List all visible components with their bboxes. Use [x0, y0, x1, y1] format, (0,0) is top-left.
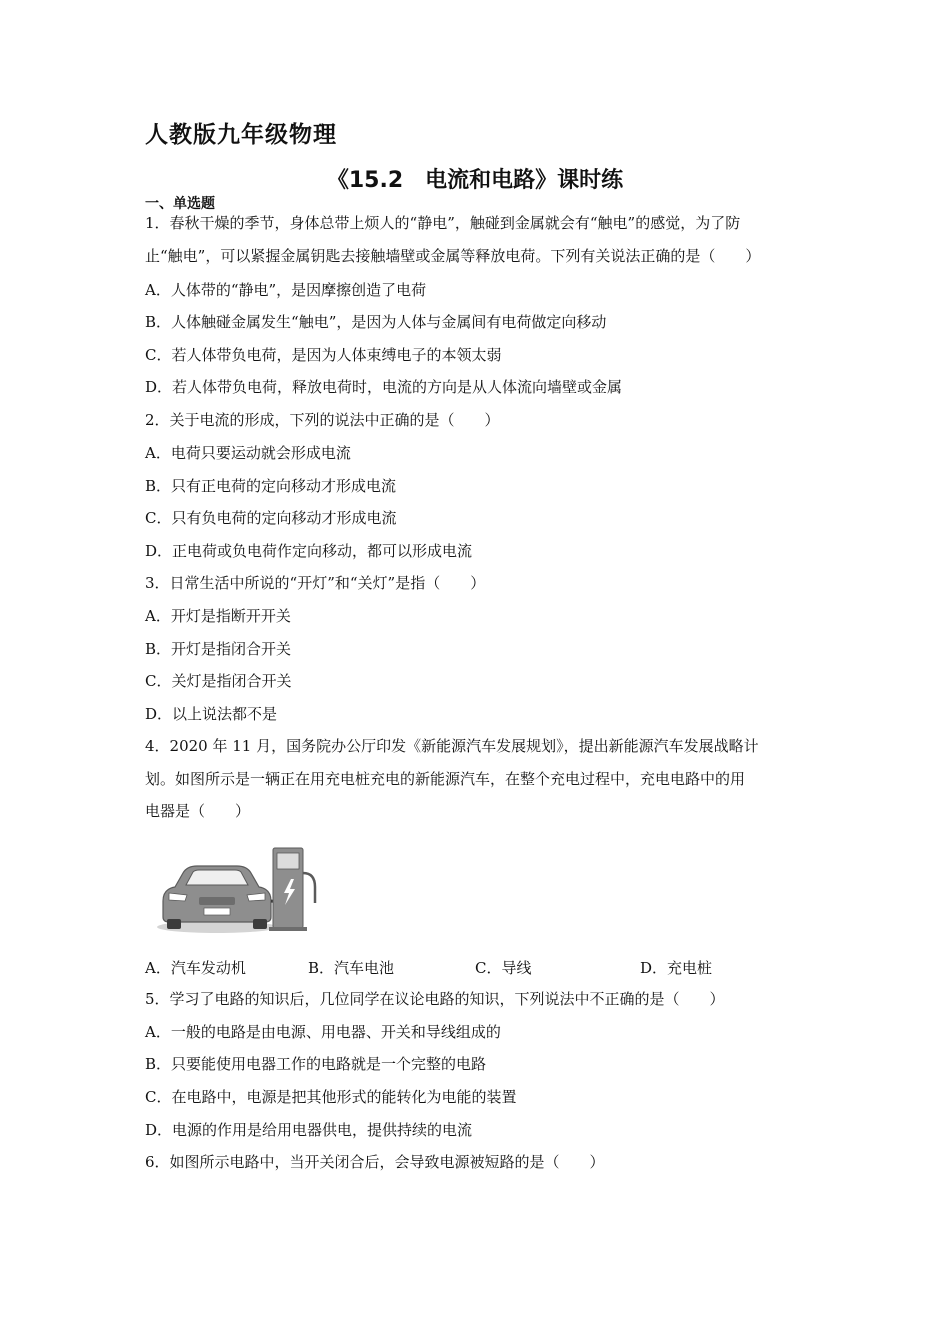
question-4-options: [145, 957, 805, 977]
question-4-option-a: A．汽车发动机: [145, 959, 246, 977]
electric-car-charging-illustration: [155, 843, 330, 935]
question-1-text-line-1: 1．春秋干燥的季节，身体总带上烦人的“静电”，触碰到金属就会有“触电”的感觉，为了防: [145, 214, 741, 232]
question-1-option-a: A．人体带的“静电”，是因摩擦创造了电荷: [145, 281, 427, 299]
question-2-option-b: B．只有正电荷的定向移动才形成电流: [145, 477, 397, 495]
charging-station-holster: [303, 873, 315, 903]
question-3-option-a: A．开灯是指断开开关: [145, 607, 291, 625]
charging-station-screen: [277, 853, 299, 869]
car-grille: [199, 897, 235, 905]
question-3-option-c: C．关灯是指闭合开关: [145, 672, 292, 690]
question-3-option-b: B．开灯是指闭合开关: [145, 640, 292, 658]
question-1-text-line-2: 止“触电”，可以紧握金属钥匙去接触墙壁或金属等释放电荷。下列有关说法正确的是（ ）: [145, 247, 761, 265]
question-4-option-b: B．汽车电池: [308, 959, 395, 977]
question-1-option-c: C．若人体带负电荷，是因为人体束缚电子的本领太弱: [145, 346, 502, 364]
question-4-text-line-1: 4．2020 年 11 月，国务院办公厅印发《新能源汽车发展规划》，提出新能源汽车发展战略计: [145, 737, 759, 755]
question-5-text: 5．学习了电路的知识后，几位同学在议论电路的知识，下列说法中不正确的是（ ）: [145, 990, 725, 1008]
car-right-wheel: [253, 919, 267, 929]
question-5-option-b: B．只要能使用电器工作的电路就是一个完整的电路: [145, 1055, 487, 1073]
question-1-option-d: D．若人体带负电荷，释放电荷时，电流的方向是从人体流向墙壁或金属: [145, 378, 623, 396]
question-5-option-c: C．在电路中，电源是把其他形式的能转化为电能的装置: [145, 1088, 517, 1106]
question-3-text: 3．日常生活中所说的“开灯”和“关灯”是指（ ）: [145, 574, 486, 592]
question-5-option-a: A．一般的电路是由电源、用电器、开关和导线组成的: [145, 1023, 501, 1041]
question-2-text: 2．关于电流的形成，下列的说法中正确的是（ ）: [145, 411, 500, 429]
lesson-title: 《15.2 电流和电路》课时练: [326, 168, 624, 193]
question-4-text-line-3: 电器是（ ）: [145, 802, 251, 820]
car-license-plate: [204, 908, 230, 915]
document-title: 人教版九年级物理: [145, 122, 337, 148]
question-5-option-d: D．电源的作用是给用电器供电，提供持续的电流: [145, 1121, 473, 1139]
car-left-wheel: [167, 919, 181, 929]
charging-station-base: [269, 927, 307, 931]
question-2-option-c: C．只有负电荷的定向移动才形成电流: [145, 509, 397, 527]
car-windshield: [186, 870, 248, 885]
question-1-option-b: B．人体触碰金属发生“触电”，是因为人体与金属间有电荷做定向移动: [145, 313, 607, 331]
question-3-option-d: D．以上说法都不是: [145, 705, 278, 723]
question-2-option-a: A．电荷只要运动就会形成电流: [145, 444, 351, 462]
question-4-text-line-2: 划。如图所示是一辆正在用充电桩充电的新能源汽车，在整个充电过程中，充电电路中的用: [145, 770, 746, 788]
section-heading: 一、单选题: [145, 196, 215, 212]
question-4-option-c: C．导线: [475, 959, 532, 977]
question-2-option-d: D．正电荷或负电荷作定向移动，都可以形成电流: [145, 542, 473, 560]
question-6-text: 6．如图所示电路中，当开关闭合后，会导致电源被短路的是（ ）: [145, 1153, 605, 1171]
question-4-option-d: D．充电桩: [640, 959, 713, 977]
